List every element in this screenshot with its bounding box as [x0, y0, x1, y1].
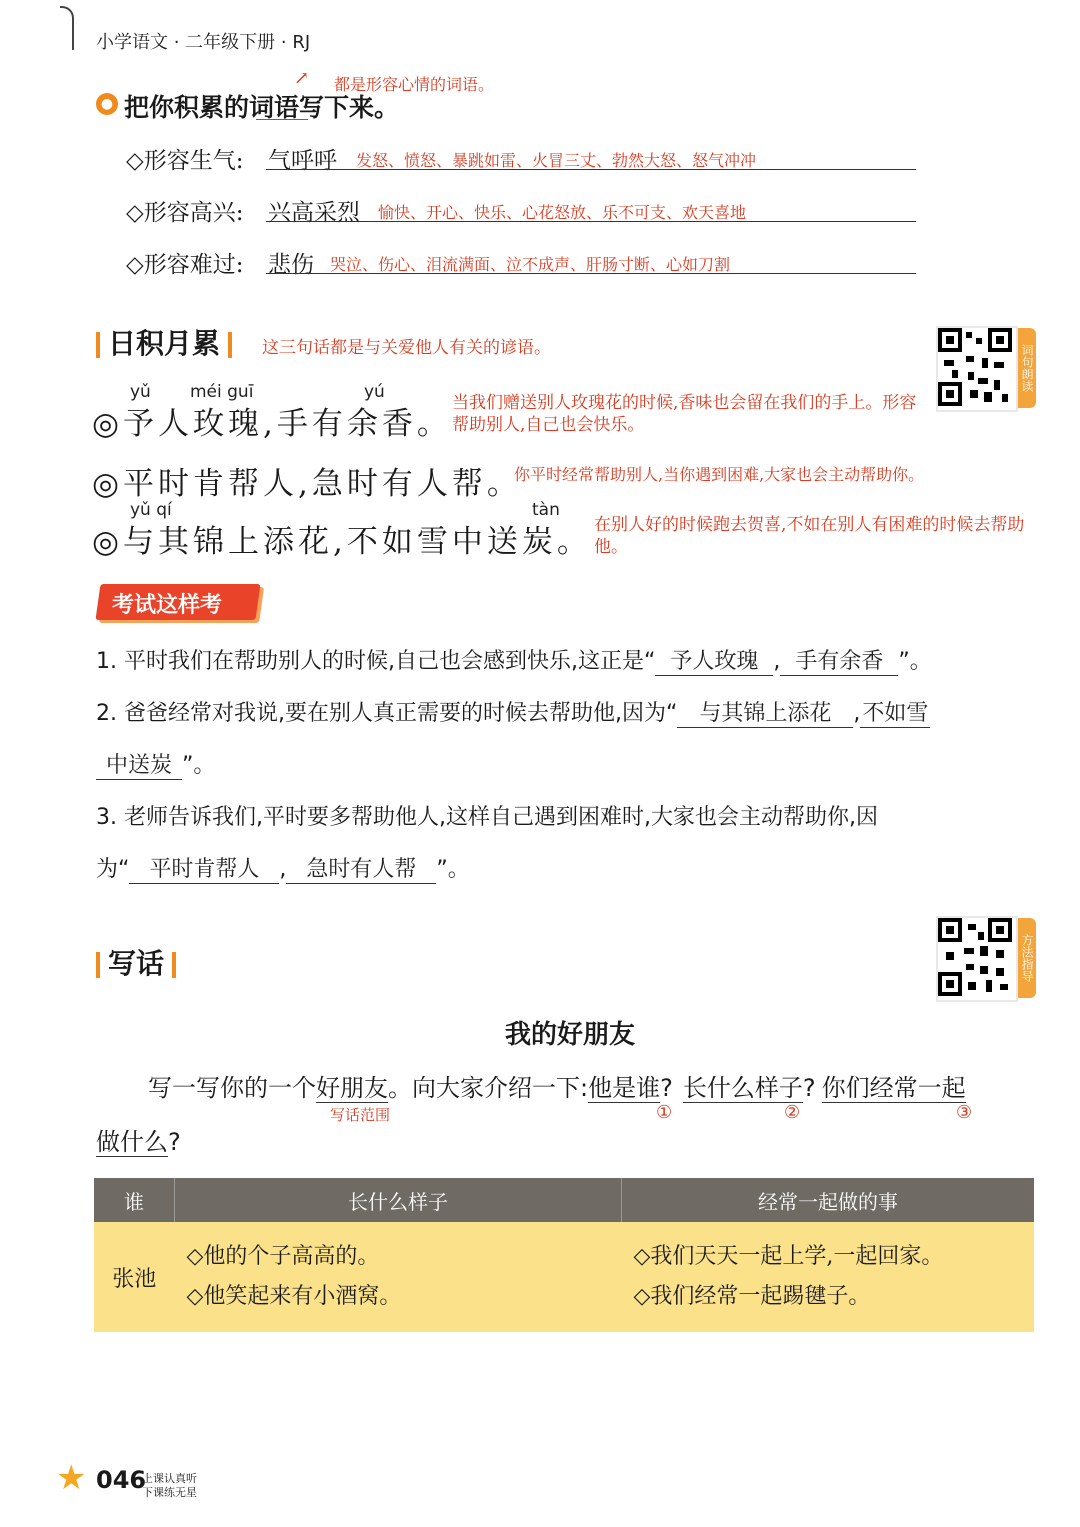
answer-blank: 急时有人帮 [286, 852, 436, 884]
swirl-icon: ● [96, 93, 118, 115]
writing-prompt: 写一写你的一个好朋友。向大家介绍一下:他是谁? 长什么样子? 你们经常一起 [148, 1074, 966, 1102]
rijiyuelei-note: 这三句话都是与关爱他人有关的谚语。 [262, 338, 551, 358]
pinyin-yu: yǔ [130, 382, 151, 402]
word-row-angry [126, 142, 926, 174]
answer-blank: 平时肯帮人 [129, 852, 279, 884]
table-cell-looks: ◇他的个子高高的。 ◇他笑起来有小酒窝。 [186, 1244, 402, 1309]
table-row [94, 1222, 1034, 1332]
page-number: 046 [96, 1466, 147, 1494]
saying-1-explanation: 当我们赠送别人玫瑰花的时候,香味也会留在我们的手上。形容帮助别人,自己也会快乐。 [452, 393, 917, 435]
answer-blank: 中送炭 [96, 748, 182, 780]
header-title: 小学语文 · 二年级下册 · RJ [96, 32, 311, 53]
word-answer: 哭泣、伤心、泪流满面、泣不成声、肝肠寸断、心如刀割 [330, 255, 731, 274]
table-header: 经常一起做的事 [758, 1189, 898, 1214]
pinyin-yuqi: yǔ qí [130, 500, 172, 520]
word-example: 气呼呼 [268, 148, 337, 174]
qr-tab-label: 词句朗读 [1018, 328, 1036, 408]
footer-slogan-2: 下课练无星 [142, 1486, 197, 1499]
footer-slogan-1: 上课认真听 [142, 1472, 197, 1485]
answer-blank: 与其锦上添花 [677, 696, 853, 728]
pinyin-meigui: méi guī [190, 382, 254, 402]
exam-question-1: 1. 平时我们在帮助别人的时候,自己也会感到快乐,这正是“ 予人玫瑰 , 手有余香 ”。 [96, 644, 932, 676]
word-label: ◇形容高兴: [126, 200, 244, 226]
exam-question-2-cont: 中送炭 ”。 [96, 748, 215, 780]
qr-code-icon [936, 916, 1018, 1002]
saying-2: ◎平时肯帮人,急时有人帮。 [92, 466, 522, 502]
section-title-xiehua: 写话 [88, 942, 184, 982]
word-label: ◇形容难过: [126, 252, 244, 278]
words-heading: 把你积累的词语写下来。 [124, 93, 400, 122]
word-answer: 愉快、开心、快乐、心花怒放、乐不可支、欢天喜地 [378, 203, 747, 222]
note-range: 写话范围 [330, 1106, 391, 1124]
circle-number-3: ③ [956, 1102, 973, 1123]
qr-code-icon [936, 326, 1018, 412]
word-row-happy [126, 194, 926, 226]
exam-question-3-cont: 为“ 平时肯帮人 , 急时有人帮 ”。 [96, 852, 470, 884]
saying-2-explanation: 你平时经常帮助别人,当你遇到困难,大家也会主动帮助你。 [514, 465, 925, 484]
section-title-rijiyuelei: 日积月累 [88, 322, 240, 362]
exam-question-3: 3. 老师告诉我们,平时要多帮助他人,这样自己遇到困难时,大家也会主动帮助你,因 [96, 805, 878, 830]
pinyin-tan: tàn [532, 500, 560, 520]
words-heading-underline [256, 119, 308, 120]
table-cell-who: 张池 [112, 1266, 157, 1292]
circle-number-1: ① [656, 1102, 673, 1123]
pinyin-yu2: yú [364, 382, 385, 402]
exam-question-2: 2. 爸爸经常对我说,要在别人真正需要的时候去帮助他,因为“ 与其锦上添花 ,不如雪 [96, 696, 930, 728]
answer-blank: 手有余香 [780, 644, 898, 676]
answer-blank: 不如雪 [860, 696, 930, 728]
qr-tab-label: 方法指导 [1018, 918, 1036, 998]
circle-number-2: ② [784, 1102, 801, 1123]
header-bracket [60, 6, 74, 50]
writing-prompt-cont: 做什么? [96, 1128, 181, 1156]
word-example: 悲伤 [268, 252, 314, 278]
word-example: 兴高采烈 [268, 200, 360, 226]
star-mascot-icon: ★ [56, 1458, 87, 1498]
word-row-sad [126, 246, 926, 278]
answer-blank: 予人玫瑰 [655, 644, 773, 676]
exam-title: 考试这样考 [112, 593, 223, 618]
table-header: 谁 [94, 1178, 175, 1222]
saying-3-explanation: 在别人好的时候跑去贺喜,不如在别人有困难的时候去帮助他。 [594, 515, 1025, 557]
info-table [94, 1178, 1034, 1332]
saying-1: ◎予人玫瑰,手有余香。 [92, 406, 452, 442]
table-header: 长什么样子 [175, 1178, 622, 1222]
word-answer: 发怒、愤怒、暴跳如雷、火冒三丈、勃然大怒、怒气冲冲 [356, 151, 757, 170]
table-cell-things: ◇我们天天一起上学,一起回家。 ◇我们经常一起踢毽子。 [633, 1244, 944, 1309]
essay-title: 我的好朋友 [504, 1020, 635, 1050]
word-label: ◇形容生气: [126, 148, 244, 174]
table-header-row [94, 1178, 1034, 1222]
words-note: 都是形容心情的词语。 [334, 75, 495, 94]
arrow-icon: ↗ [294, 68, 310, 89]
saying-3: ◎与其锦上添花,不如雪中送炭。 [92, 524, 592, 560]
